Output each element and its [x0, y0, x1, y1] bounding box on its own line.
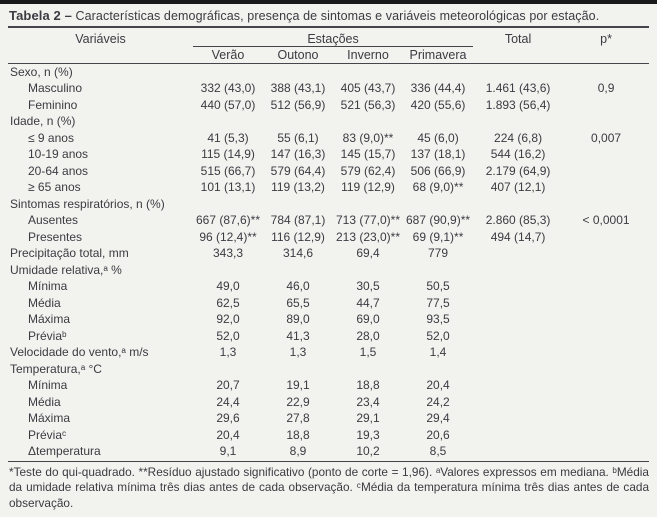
- cell-total: [473, 361, 563, 378]
- cell-primavera: 68 (9,0)**: [412, 180, 464, 195]
- row-label: Precipitação total, mm: [10, 246, 129, 261]
- cell-outono: 41,3: [286, 328, 310, 343]
- cell-outono: 116 (12,9): [271, 229, 325, 244]
- cell-p: [563, 361, 649, 378]
- row-label: Média: [28, 295, 61, 310]
- cell-primavera: [403, 113, 473, 130]
- cell-total: [473, 262, 563, 279]
- cell-verao: 41 (5,3): [207, 130, 249, 145]
- cell-total: [473, 278, 563, 295]
- row-label: 10-19 anos: [28, 147, 89, 162]
- cell-outono: 147 (16,3): [270, 147, 326, 162]
- cell-outono: 388 (43,1): [270, 81, 326, 96]
- column-header-p: p*: [563, 28, 649, 64]
- cell-outono: 784 (87,1): [270, 213, 326, 228]
- cell-p: [563, 113, 649, 130]
- cell-inverno: 69,0: [356, 312, 380, 327]
- cell-outono: 314,6: [282, 246, 314, 261]
- table-row: [8, 427, 649, 444]
- table-row: [8, 344, 649, 361]
- cell-verao: 20,4: [216, 427, 240, 442]
- row-label: Máxima: [28, 312, 71, 327]
- row-label: 20-64 anos: [28, 163, 89, 178]
- cell-verao: 49,0: [216, 279, 240, 294]
- cell-p: [563, 229, 649, 246]
- cell-primavera: 20,4: [426, 378, 450, 393]
- cell-p: [563, 311, 649, 328]
- cell-primavera: 50,5: [426, 279, 450, 294]
- cell-outono: 27,8: [286, 411, 310, 426]
- cell-verao: 101 (13,1): [200, 180, 256, 195]
- table-row: [8, 311, 649, 328]
- cell-verao: [193, 262, 263, 279]
- table-row: [8, 262, 649, 279]
- cell-p: [563, 278, 649, 295]
- cell-p: [563, 427, 649, 444]
- row-label: Préviaᵇ: [28, 328, 67, 343]
- row-label: ≤ 9 anos: [28, 130, 74, 145]
- cell-verao: 24,4: [216, 394, 240, 409]
- cell-inverno: 521 (56,3): [340, 97, 396, 112]
- table-row: [8, 278, 649, 295]
- cell-inverno: 213 (23,0)**: [335, 229, 401, 244]
- cell-inverno: [333, 262, 403, 279]
- cell-verao: [193, 196, 263, 213]
- cell-total: [473, 344, 563, 361]
- table-row: [8, 196, 649, 213]
- table-row: [8, 163, 649, 180]
- cell-verao: 332 (43,0): [200, 81, 256, 96]
- cell-inverno: [333, 196, 403, 213]
- column-header-outono: Outono: [263, 47, 333, 64]
- row-label: Mínima: [28, 378, 68, 393]
- table-footnote: *Teste do qui-quadrado. **Resíduo ajustado significativo (ponto de corte = 1,96). ᵃValores expressos em mediana. ᵇMédia da umidade relativa mínima três dias antes de cada observação. ᶜMédia da temperatura mínima três dias antes de cada observação.: [8, 461, 649, 512]
- table-row: [8, 443, 649, 460]
- cell-outono: [263, 64, 333, 81]
- cell-primavera: [403, 64, 473, 81]
- column-header-total: Total: [473, 28, 563, 64]
- table-row: [8, 328, 649, 345]
- cell-verao: 440 (57,0): [200, 97, 256, 112]
- cell-verao: 52,0: [216, 328, 240, 343]
- cell-verao: 115 (14,9): [201, 147, 255, 162]
- cell-outono: [263, 196, 333, 213]
- cell-p: 0,007: [591, 130, 622, 145]
- cell-outono: 46,0: [286, 279, 310, 294]
- row-label: Sexo, n (%): [10, 65, 73, 79]
- cell-total: [473, 394, 563, 411]
- table-row: [8, 179, 649, 196]
- row-label: Ausentes: [28, 213, 79, 228]
- table-row: [8, 130, 649, 147]
- cell-p: [563, 328, 649, 345]
- row-label: Temperatura,ᵃ °C: [10, 361, 102, 376]
- table-container: [8, 4, 649, 511]
- cell-verao: 29,6: [216, 411, 240, 426]
- data-table: [8, 28, 649, 460]
- column-header-primavera: Primavera: [403, 47, 473, 64]
- cell-inverno: 1,5: [359, 345, 377, 360]
- cell-inverno: [333, 64, 403, 81]
- cell-total: 1.893 (56,4): [485, 97, 551, 112]
- cell-outono: 65,5: [286, 295, 310, 310]
- cell-primavera: 8,5: [429, 444, 447, 459]
- cell-primavera: 336 (44,4): [410, 81, 466, 96]
- cell-inverno: 83 (9,0)**: [342, 130, 394, 145]
- cell-outono: [263, 113, 333, 130]
- cell-verao: 667 (87,6)**: [195, 213, 261, 228]
- cell-outono: 512 (56,9): [270, 97, 326, 112]
- column-header-verao: Verão: [193, 47, 263, 64]
- table-row: [8, 64, 649, 81]
- cell-total: [473, 295, 563, 312]
- row-label: ≥ 65 anos: [28, 180, 81, 195]
- table-row: [8, 410, 649, 427]
- cell-p: < 0,0001: [582, 213, 630, 228]
- cell-primavera: 1,4: [429, 345, 447, 360]
- table-row: [8, 245, 649, 262]
- table-row: [8, 146, 649, 163]
- cell-total: 1.461 (43,6): [485, 81, 551, 96]
- cell-total: [473, 328, 563, 345]
- cell-inverno: 145 (15,7): [340, 147, 396, 162]
- row-label: Δtemperatura: [28, 444, 101, 459]
- table-row: [8, 113, 649, 130]
- table-row: [8, 361, 649, 378]
- cell-primavera: 779: [428, 246, 449, 261]
- cell-verao: 96 (12,4)**: [199, 229, 257, 244]
- cell-inverno: 405 (43,7): [340, 81, 396, 96]
- cell-outono: 579 (64,4): [270, 163, 326, 178]
- table-caption-text: Características demográficas, presença de sintomas e variáveis meteorológicas por estação.: [75, 9, 600, 23]
- cell-verao: 92,0: [216, 312, 240, 327]
- cell-inverno: [333, 361, 403, 378]
- cell-outono: 18,8: [286, 427, 310, 442]
- cell-total: [473, 377, 563, 394]
- cell-inverno: 28,0: [356, 328, 380, 343]
- cell-total: [473, 427, 563, 444]
- table-caption: [8, 4, 649, 28]
- cell-p: [563, 344, 649, 361]
- row-label: Feminino: [28, 97, 78, 112]
- cell-outono: [263, 262, 333, 279]
- cell-inverno: 18,8: [356, 378, 380, 393]
- row-label: Presentes: [28, 229, 83, 244]
- cell-inverno: 44,7: [356, 295, 380, 310]
- cell-primavera: 137 (18,1): [410, 147, 466, 162]
- cell-total: [473, 113, 563, 130]
- cell-p: [563, 443, 649, 460]
- cell-primavera: [403, 262, 473, 279]
- cell-inverno: 30,5: [356, 279, 380, 294]
- cell-verao: [193, 361, 263, 378]
- table-row: [8, 212, 649, 229]
- row-label: Umidade relativa,ᵃ %: [10, 262, 122, 277]
- cell-p: [563, 245, 649, 262]
- cell-p: [563, 394, 649, 411]
- cell-inverno: 69,4: [356, 246, 380, 261]
- row-label: Média: [28, 394, 61, 409]
- cell-outono: 55 (6,1): [277, 130, 319, 145]
- cell-verao: [193, 113, 263, 130]
- cell-total: [473, 245, 563, 262]
- row-label: Idade, n (%): [10, 114, 76, 129]
- cell-outono: 19,1: [286, 378, 310, 393]
- cell-total: 224 (6,8): [494, 130, 543, 145]
- cell-p: [563, 295, 649, 312]
- cell-total: 544 (16,2): [490, 147, 546, 162]
- table-row: [8, 97, 649, 114]
- cell-total: [473, 196, 563, 213]
- cell-inverno: 119 (12,9): [341, 180, 395, 195]
- cell-primavera: 506 (66,9): [410, 163, 466, 178]
- cell-primavera: [403, 361, 473, 378]
- table-caption-label: Tabela 2 –: [9, 8, 72, 23]
- cell-total: [473, 443, 563, 460]
- cell-total: 2.860 (85,3): [485, 213, 551, 228]
- cell-verao: [193, 64, 263, 81]
- cell-outono: [263, 361, 333, 378]
- cell-p: [563, 64, 649, 81]
- cell-total: 2.179 (64,9): [485, 163, 551, 178]
- cell-p: [563, 97, 649, 114]
- header-row-1: [8, 28, 649, 47]
- cell-inverno: 23,4: [356, 394, 380, 409]
- cell-primavera: 77,5: [426, 295, 450, 310]
- cell-primavera: 420 (55,6): [410, 97, 466, 112]
- cell-primavera: 52,0: [426, 328, 450, 343]
- cell-total: 407 (12,1): [490, 180, 546, 195]
- cell-inverno: 579 (62,4): [340, 163, 396, 178]
- cell-verao: 515 (66,7): [200, 163, 256, 178]
- cell-outono: 89,0: [286, 312, 310, 327]
- cell-p: [563, 377, 649, 394]
- cell-outono: 22,9: [286, 394, 310, 409]
- cell-outono: 1,3: [289, 345, 307, 360]
- cell-verao: 1,3: [219, 345, 237, 360]
- cell-primavera: [403, 196, 473, 213]
- table-row: [8, 80, 649, 97]
- table-header: [8, 28, 649, 64]
- cell-primavera: 24,2: [426, 394, 450, 409]
- cell-inverno: 19,3: [356, 427, 380, 442]
- cell-primavera: 69 (9,1)**: [412, 229, 464, 244]
- cell-primavera: 687 (90,9)**: [406, 213, 471, 228]
- cell-p: [563, 410, 649, 427]
- cell-outono: 8,9: [289, 444, 307, 459]
- cell-p: [563, 179, 649, 196]
- cell-total: [473, 311, 563, 328]
- row-label: Sintomas respiratórios, n (%): [10, 196, 165, 211]
- cell-primavera: 93,5: [426, 312, 450, 327]
- cell-inverno: [333, 113, 403, 130]
- table-row: [8, 377, 649, 394]
- table-row: [8, 394, 649, 411]
- row-label: Mínima: [28, 279, 68, 294]
- cell-verao: 9,1: [219, 444, 237, 459]
- cell-p: 0,9: [597, 81, 615, 96]
- cell-primavera: 29,4: [426, 411, 450, 426]
- cell-total: [473, 410, 563, 427]
- cell-primavera: 45 (6,0): [417, 130, 459, 145]
- column-header-variaveis: Variáveis: [8, 28, 193, 64]
- table-body: [8, 64, 649, 460]
- cell-verao: 343,3: [212, 246, 244, 261]
- row-label: Máxima: [28, 411, 71, 426]
- cell-outono: 119 (13,2): [271, 180, 325, 195]
- cell-p: [563, 262, 649, 279]
- column-header-inverno: Inverno: [333, 47, 403, 64]
- cell-verao: 62,5: [216, 295, 240, 310]
- cell-verao: 20,7: [216, 378, 240, 393]
- row-label: Velocidade do vento,ᵃ m/s: [10, 345, 149, 360]
- cell-p: [563, 196, 649, 213]
- cell-total: [473, 64, 563, 81]
- table-row: [8, 229, 649, 246]
- cell-total: 494 (14,7): [490, 229, 546, 244]
- cell-inverno: 10,2: [356, 444, 380, 459]
- cell-primavera: 20,6: [426, 427, 450, 442]
- cell-inverno: 29,1: [356, 411, 380, 426]
- row-label: Masculino: [28, 81, 83, 96]
- cell-inverno: 713 (77,0)**: [335, 213, 401, 228]
- cell-p: [563, 163, 649, 180]
- cell-p: [563, 146, 649, 163]
- row-label: Préviaᶜ: [28, 427, 67, 442]
- column-header-estacoes: Estações: [193, 28, 473, 47]
- table-row: [8, 295, 649, 312]
